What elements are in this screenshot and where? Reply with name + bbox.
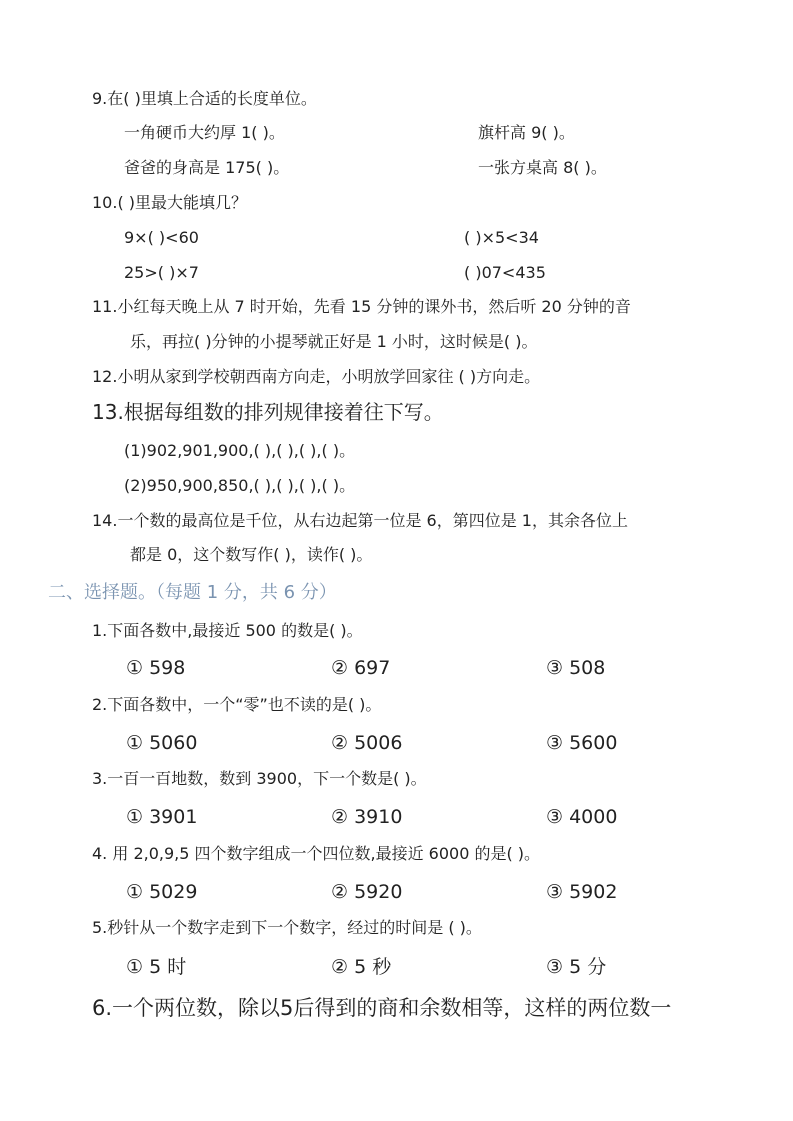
section-title-choice: 二、选择题。（每题 1 分，共 6 分） [48,582,337,603]
mc3-option-2[interactable]: ② 3910 [331,806,403,828]
mc2-option-3[interactable]: ③ 5600 [546,732,618,754]
q10-item-a: 9×( )<60 [124,228,199,247]
mc3-option-3[interactable]: ③ 4000 [546,806,618,828]
mc4-option-1[interactable]: ① 5029 [126,881,198,903]
mc2-option-2[interactable]: ② 5006 [331,732,403,754]
mc3-option-1[interactable]: ① 3901 [126,806,198,828]
mc1-option-1[interactable]: ① 598 [126,657,186,679]
q13-item-2: (2)950,900,850,( ),( ),( ),( )。 [124,476,356,495]
q11-line1: 11.小红每天晚上从 7 时开始，先看 15 分钟的课外书，然后听 20 分钟的音 [92,297,631,316]
q10-item-d: ( )07<435 [464,263,546,282]
mc5-option-2[interactable]: ② 5 秒 [331,956,392,978]
q10-item-c: 25>( )×7 [124,263,199,282]
mc-question-2: 2.下面各数中，一个“零”也不读的是( )。 [92,695,382,714]
q14-line2: 都是 0，这个数写作( )，读作( )。 [130,545,373,564]
mc-question-5: 5.秒针从一个数字走到下一个数字，经过的时间是 ( )。 [92,918,482,937]
q14-line1: 14.一个数的最高位是千位，从右边起第一位是 6，第四位是 1，其余各位上 [92,511,628,530]
q10-title: 10.( )里最大能填几？ [92,193,248,212]
q13-title: 13.根据每组数的排列规律接着往下写。 [92,400,444,424]
q9-title: 9.在( )里填上合适的长度单位。 [92,89,317,108]
q9-item-b: 旗杆高 9( )。 [478,123,575,142]
mc1-option-3[interactable]: ③ 508 [546,657,606,679]
mc4-option-2[interactable]: ② 5920 [331,881,403,903]
mc4-option-3[interactable]: ③ 5902 [546,881,618,903]
mc1-option-2[interactable]: ② 697 [331,657,391,679]
mc-question-1: 1.下面各数中,最接近 500 的数是( )。 [92,621,363,640]
mc-question-3: 3.一百一百地数，数到 3900，下一个数是( )。 [92,769,427,788]
q9-item-d: 一张方桌高 8( )。 [478,158,607,177]
mc2-option-1[interactable]: ① 5060 [126,732,198,754]
mc-question-6: 6.一个两位数，除以5后得到的商和余数相等，这样的两位数一 [92,996,672,1020]
q12-text: 12.小明从家到学校朝西南方向走，小明放学回家往 ( )方向走。 [92,367,541,386]
mc5-option-1[interactable]: ① 5 时 [126,956,187,978]
mc5-option-3[interactable]: ③ 5 分 [546,956,607,978]
q11-line2: 乐，再拉( )分钟的小提琴就正好是 1 小时，这时候是( )。 [130,332,538,351]
q13-item-1: (1)902,901,900,( ),( ),( ),( )。 [124,441,356,460]
q9-item-c: 爸爸的身高是 175( )。 [124,158,290,177]
q10-item-b: ( )×5<34 [464,228,539,247]
mc-question-4: 4. 用 2,0,9,5 四个数字组成一个四位数,最接近 6000 的是( )。 [92,844,541,863]
q9-item-a: 一角硬币大约厚 1( )。 [124,123,285,142]
